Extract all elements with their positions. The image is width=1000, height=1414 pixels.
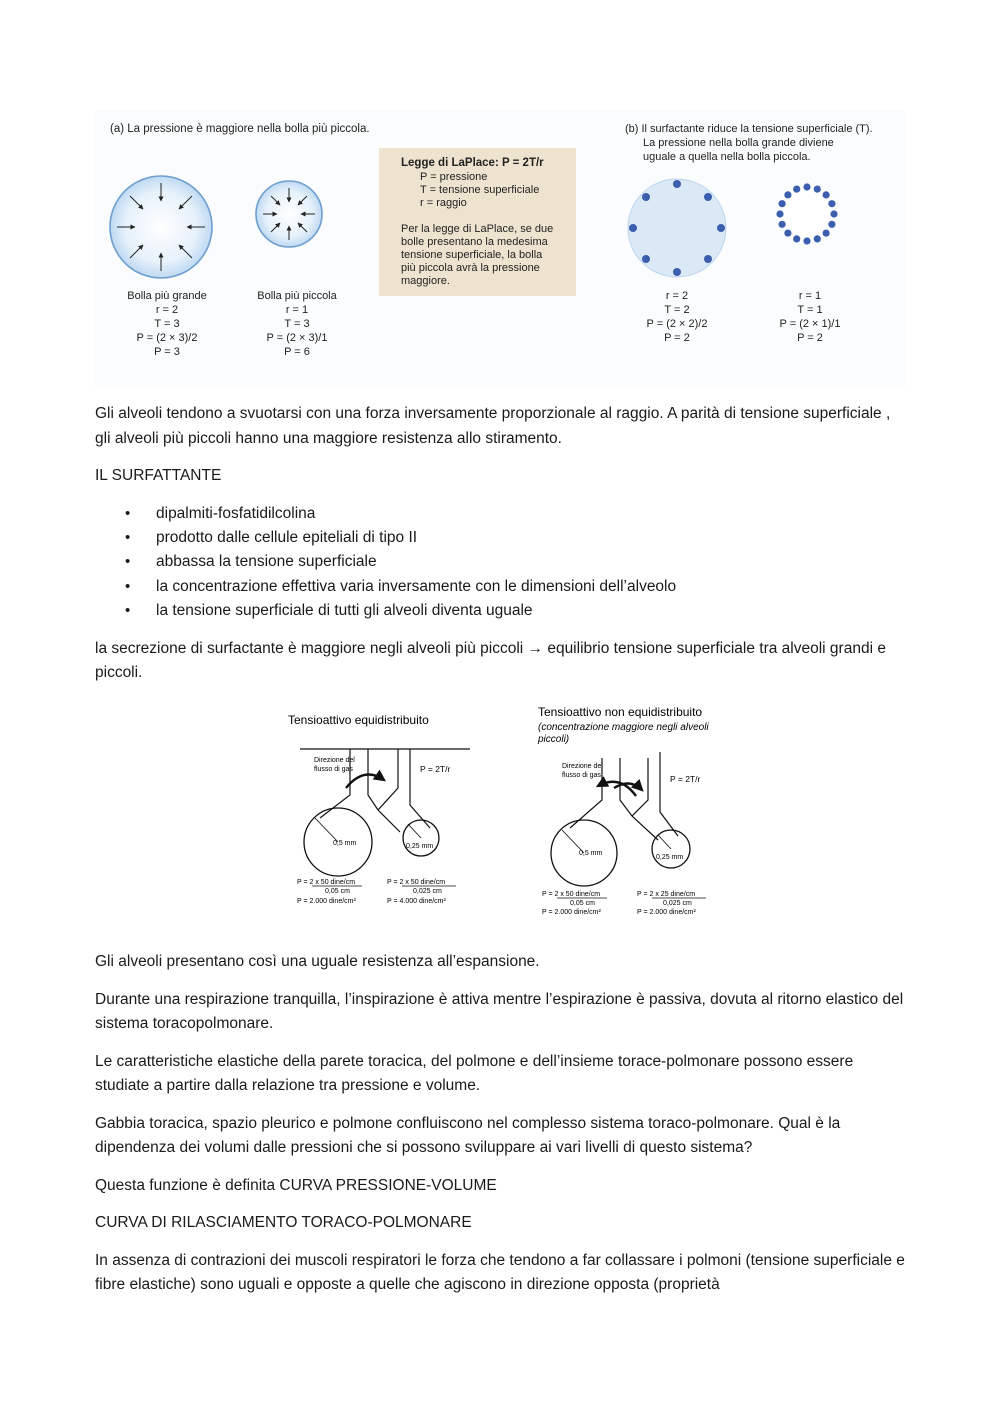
svg-text:T = 3: T = 3 — [154, 318, 180, 330]
svg-text:Bolla più piccola: Bolla più piccola — [257, 290, 337, 302]
paragraph-thoraco-pulmonary: Gabbia toracica, spazio pleurico e polmone confluiscono nel complesso sistema toraco-polmonare. Qual è la dipendenza dei volumi dalle pressioni che si possono sviluppare ai vari livelli di questo sistema? — [95, 1114, 841, 1156]
surfactant-dot — [814, 186, 821, 193]
surfactant-dot — [793, 186, 800, 193]
svg-text:Per la legge di LaPlace, se du: Per la legge di LaPlace, se due — [401, 223, 554, 235]
svg-text:P = 2 x 50 dine/cm: P = 2 x 50 dine/cm — [387, 879, 446, 886]
svg-text:Tensioattivo non equidistribui: Tensioattivo non equidistribuito — [538, 705, 703, 719]
svg-text:P = (2 × 3)/2: P = (2 × 3)/2 — [136, 332, 198, 344]
svg-text:P = 2 x 25 dine/cm: P = 2 x 25 dine/cm — [637, 891, 696, 898]
svg-text:P = (2 × 1)/1: P = (2 × 1)/1 — [779, 318, 841, 330]
svg-text:r = 2: r = 2 — [155, 304, 179, 316]
paragraph-relaxation: In assenza di contrazioni dei muscoli respiratori le forza che tendono a far collassare i polmoni (tensione superficiale e fibre elastiche) sono uguali e opposte a quelle che agiscono in direzione opposta (proprietà — [95, 1251, 905, 1293]
svg-text:tensione superficiale, la boll: tensione superficiale, la bolla — [401, 249, 543, 261]
surfactant-dot — [814, 235, 821, 242]
paragraph-pv-curve: Questa funzione è definita CURVA PRESSIONE-VOLUME — [95, 1176, 497, 1194]
svg-text:T = 2: T = 2 — [664, 304, 690, 316]
svg-text:P = 2 x 50 dine/cm: P = 2 x 50 dine/cm — [297, 879, 356, 886]
heading-relaxation-curve: CURVA DI RILASCIAMENTO TORACO-POLMONARE — [95, 1214, 472, 1231]
svg-text:Tensioattivo equidistribuito: Tensioattivo equidistribuito — [288, 713, 429, 727]
surfactant-dot — [830, 210, 837, 217]
svg-text:P = (2 × 2)/2: P = (2 × 2)/2 — [646, 318, 708, 330]
svg-text:T = tensione superficiale: T = tensione superficiale — [420, 184, 540, 196]
svg-text:P = 2: P = 2 — [797, 332, 823, 344]
svg-text:P = 2.000 dine/cm²: P = 2.000 dine/cm² — [637, 909, 696, 916]
svg-text:0,25 mm: 0,25 mm — [406, 843, 434, 850]
svg-text:P = 2.000 dine/cm²: P = 2.000 dine/cm² — [297, 898, 356, 905]
svg-text:P = 2 x 50 dine/cm: P = 2 x 50 dine/cm — [542, 891, 601, 898]
svg-text:P = 2: P = 2 — [664, 332, 690, 344]
text-block-bottom — [95, 950, 910, 1298]
svg-text:flusso di gas: flusso di gas — [314, 766, 353, 773]
svg-text:0,5 mm: 0,5 mm — [579, 850, 603, 857]
svg-text:Legge di LaPlace: P = 2T/r: Legge di LaPlace: P = 2T/r — [401, 157, 544, 169]
svg-text:P = pressione: P = pressione — [420, 171, 488, 183]
svg-text:0,025 cm: 0,025 cm — [413, 888, 442, 895]
svg-text:uguale a quella nella bolla pi: uguale a quella nella bolla piccola. — [643, 151, 811, 163]
svg-text:T = 3: T = 3 — [284, 318, 310, 330]
paragraph-equal-resistance: Gli alveoli presentano così una uguale resistenza all’espansione. — [95, 953, 540, 970]
paragraph-elastic-properties: Le caratteristiche elastiche della parete toracica, del polmone e dell’insieme torace-polmonare possono essere studiate a partire dalla relazione tra pressione e volume. — [95, 1052, 854, 1094]
svg-text:bolle presentano la medesima: bolle presentano la medesima — [401, 236, 548, 248]
svg-text:r = 1: r = 1 — [798, 290, 822, 302]
surfactant-dot — [784, 191, 791, 198]
laplace-law-box — [379, 148, 576, 296]
svg-text:(concentrazione maggiore negli: (concentrazione maggiore negli alveoli — [538, 722, 709, 733]
surfactant-dot — [823, 230, 830, 237]
svg-text:Direzione del: Direzione del — [562, 763, 603, 770]
svg-text:P = 2.000 dine/cm²: P = 2.000 dine/cm² — [542, 909, 601, 916]
svg-text:0,05 cm: 0,05 cm — [570, 900, 595, 907]
surfactant-dot — [828, 221, 835, 228]
surfactant-dot — [803, 237, 810, 244]
svg-text:0,025 cm: 0,025 cm — [663, 900, 692, 907]
bubble-large-b — [628, 179, 726, 277]
svg-text:maggiore.: maggiore. — [401, 275, 450, 287]
svg-text:P = 2T/r: P = 2T/r — [420, 764, 451, 774]
surfactant-dot — [793, 235, 800, 242]
svg-text:P = 3: P = 3 — [154, 346, 180, 358]
heading-surfactant: IL SURFATTANTE — [95, 467, 222, 484]
svg-text:Bolla più grande: Bolla più grande — [127, 290, 207, 302]
svg-text:r = 1: r = 1 — [285, 304, 309, 316]
paragraph-alveoli-force: Gli alveoli tendono a svuotarsi con una forza inversamente proporzionale al raggio. A parità di tensione superficiale , gli alveoli più piccoli hanno una maggiore resistenza allo stiramento. — [95, 405, 891, 447]
surfactant-dot — [784, 230, 791, 237]
list-item: • abbassa la tensione superficiale — [95, 550, 910, 574]
laplace-figure — [95, 110, 905, 388]
bubble-small-b — [776, 183, 837, 244]
surfactant-dot — [803, 183, 810, 190]
surfactant-dot — [779, 200, 786, 207]
svg-text:P = 4.000 dine/cm²: P = 4.000 dine/cm² — [387, 898, 446, 905]
paragraph-quiet-breathing: Durante una respirazione tranquilla, l’inspirazione è attiva mentre l’espirazione è passiva, dovuta al ritorno elastico del sistema toracopolmonare. — [95, 990, 904, 1032]
surfactant-distribution-figure — [280, 700, 720, 925]
panel-a-title: (a) La pressione è maggiore nella bolla più piccola. — [110, 123, 370, 135]
svg-text:più piccola avrà la pressione: più piccola avrà la pressione — [401, 262, 540, 274]
surfactant-dot — [779, 221, 786, 228]
list-item: • prodotto dalle cellule epiteliali di tipo II — [95, 526, 910, 550]
surfactant-dot — [823, 191, 830, 198]
svg-text:0,05 cm: 0,05 cm — [325, 888, 350, 895]
surfactant-dot — [828, 200, 835, 207]
svg-text:r = 2: r = 2 — [665, 290, 689, 302]
svg-text:P = (2 × 3)/1: P = (2 × 3)/1 — [266, 332, 328, 344]
bubble-large-a — [110, 176, 212, 278]
surfactant-list — [95, 502, 910, 624]
svg-text:0,5 mm: 0,5 mm — [333, 840, 357, 847]
list-item: • la concentrazione effettiva varia inversamente con le dimensioni dell’alveolo — [95, 575, 910, 599]
svg-text:piccoli): piccoli) — [538, 734, 570, 745]
text-block-top — [95, 402, 910, 686]
svg-text:P = 2T/r: P = 2T/r — [670, 774, 701, 784]
list-item: • dipalmiti-fosfatidilcolina — [95, 502, 910, 526]
surfactant-dot — [776, 210, 783, 217]
list-item: • la tensione superficiale di tutti gli alveoli diventa uguale — [95, 599, 910, 623]
svg-text:r = raggio: r = raggio — [420, 197, 467, 209]
svg-text:(b) Il surfactante riduce la t: (b) Il surfactante riduce la tensione superficiale (T). — [625, 123, 873, 135]
svg-text:Direzione del: Direzione del — [314, 757, 355, 764]
svg-text:La pressione nella bolla grand: La pressione nella bolla grande diviene — [643, 137, 834, 149]
svg-text:P = 6: P = 6 — [284, 346, 310, 358]
bubble-small-a — [256, 181, 322, 247]
svg-text:T = 1: T = 1 — [797, 304, 823, 316]
svg-text:flusso di gas: flusso di gas — [562, 772, 601, 779]
paragraph-surfactant-secretion: la secrezione di surfactante è maggiore negli alveoli più piccoli → equilibrio tensione superficiale tra alveoli grandi e piccoli. — [95, 639, 886, 682]
svg-text:0,25 mm: 0,25 mm — [656, 854, 684, 861]
